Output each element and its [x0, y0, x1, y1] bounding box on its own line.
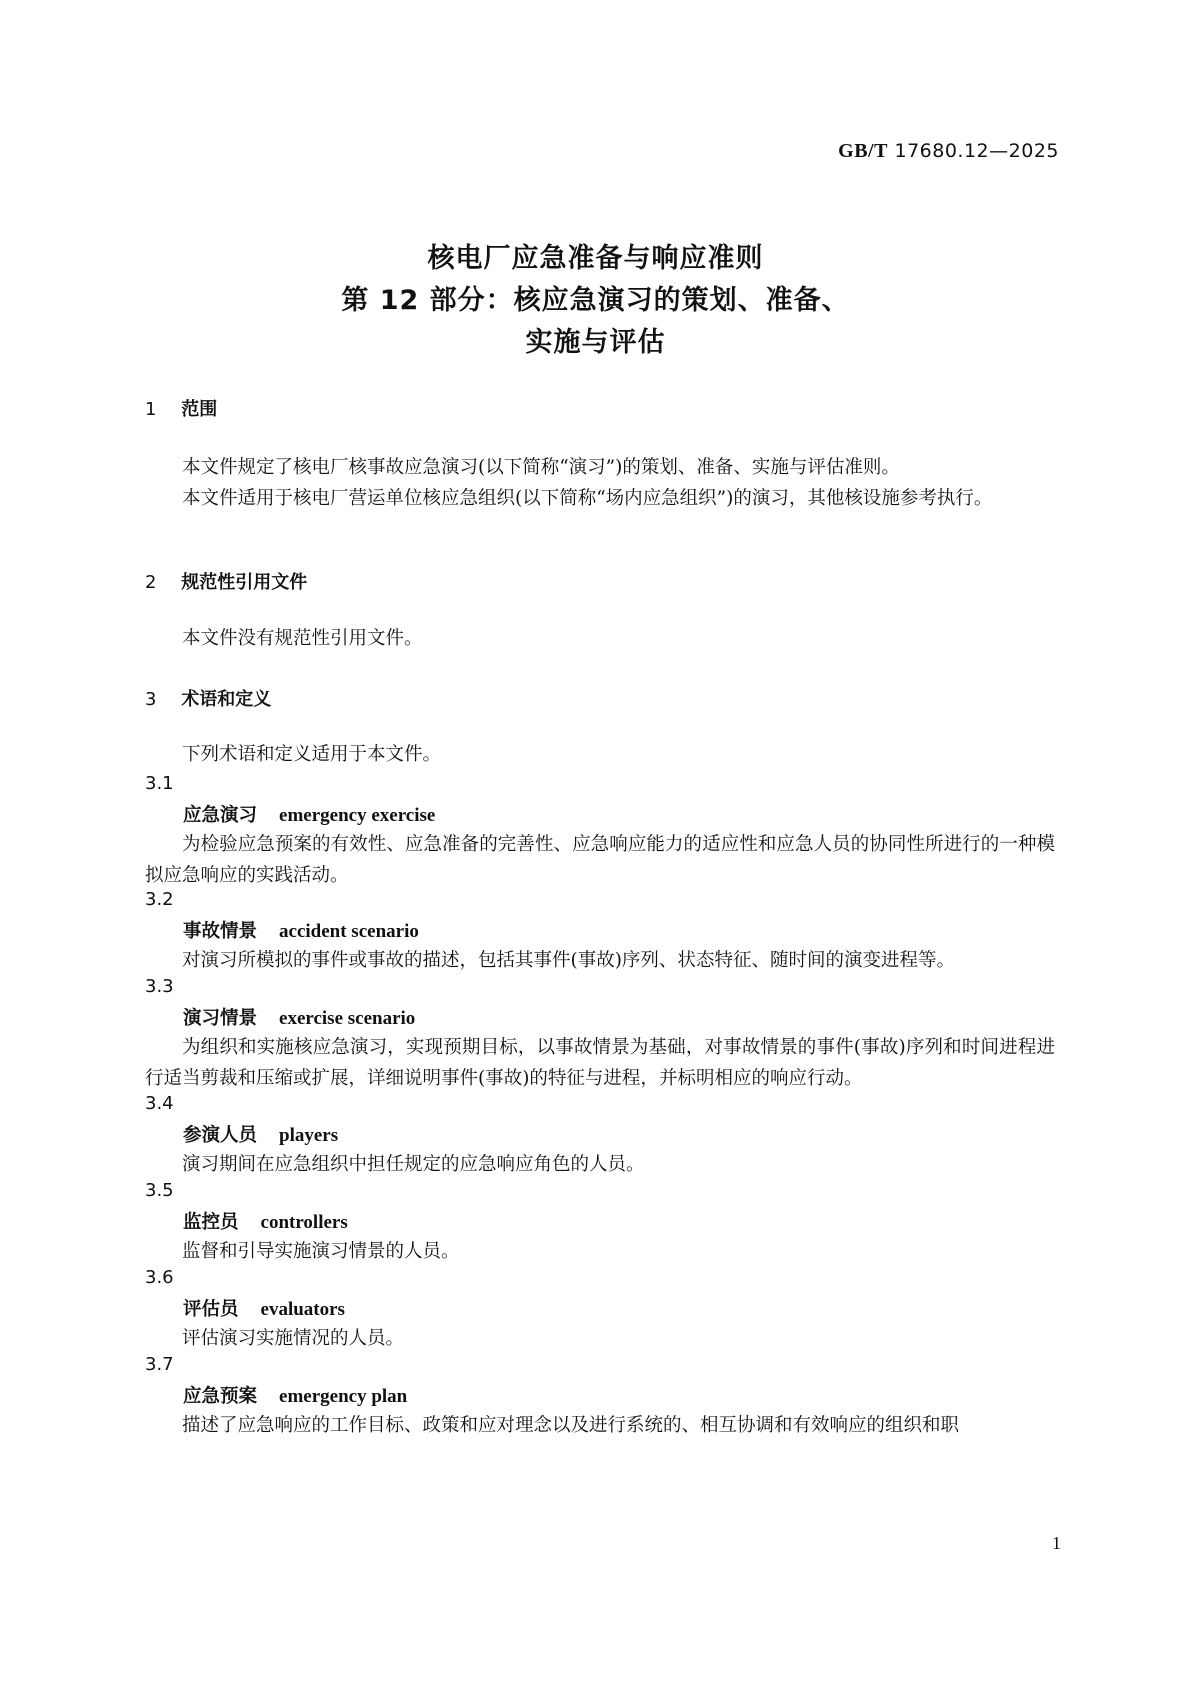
section-3-heading [145, 685, 271, 711]
term-definition [145, 1032, 1055, 1094]
term-zh: 评估员 [183, 1299, 239, 1320]
term-definition [145, 1323, 1055, 1354]
term-zh: 演习情景 [183, 1008, 258, 1029]
title-line-1: 核电厂应急准备与响应准则 [427, 243, 764, 274]
section-number: 3 [145, 689, 157, 710]
term-heading [183, 1382, 407, 1408]
term-definition [145, 1149, 1055, 1180]
section-number: 2 [145, 572, 157, 593]
term-zh: 参演人员 [183, 1125, 258, 1146]
term-en: emergency exercise [279, 805, 436, 826]
term-en: evaluators [260, 1299, 345, 1320]
term-zh: 应急演习 [183, 805, 258, 826]
section-number: 1 [145, 399, 157, 420]
term-number: 3.5 [145, 1180, 174, 1201]
section-title: 范围 [181, 399, 218, 420]
section-2-heading [145, 568, 307, 594]
paragraph: 为组织和实施核应急演习，实现预期目标，以事故情景为基础，对事故情景的事件(事故)序列和时间进程进行适当剪裁和压缩或扩展，详细说明事件(事故)的特征与进程，并标明相应的响应行动。 [145, 1037, 1055, 1089]
paragraph: 本文件规定了核电厂核事故应急演习(以下简称“演习”)的策划、准备、实施与评估准则。 [182, 457, 900, 478]
term-number: 3.3 [145, 976, 174, 997]
paragraph: 描述了应急响应的工作目标、政策和应对理念以及进行系统的、相互协调和有效响应的组织和职 [182, 1415, 960, 1436]
term-heading [183, 1121, 338, 1147]
term-heading [183, 801, 435, 827]
term-number: 3.7 [145, 1354, 174, 1375]
paragraph: 本文件没有规范性引用文件。 [182, 628, 423, 649]
term-heading [183, 917, 419, 943]
paragraph: 评估演习实施情况的人员。 [182, 1328, 405, 1349]
term-zh: 应急预案 [183, 1386, 258, 1407]
term-en: emergency plan [279, 1386, 408, 1407]
paragraph: 演习期间在应急组织中担任规定的应急响应角色的人员。 [182, 1154, 645, 1175]
paragraph: 下列术语和定义适用于本文件。 [182, 744, 442, 765]
section-2-body [145, 623, 1055, 654]
term-en: accident scenario [279, 921, 419, 942]
title-line-3: 实施与评估 [525, 327, 666, 358]
paragraph: 监督和引导实施演习情景的人员。 [182, 1241, 460, 1262]
term-definition [145, 829, 1055, 891]
term-en: players [279, 1125, 339, 1146]
term-number: 3.4 [145, 1093, 174, 1114]
section-1-body [145, 452, 1055, 514]
section-title: 规范性引用文件 [181, 572, 308, 593]
document-title [0, 238, 1191, 364]
term-definition [145, 945, 1055, 976]
term-en: controllers [260, 1212, 348, 1233]
standard-prefix: GB/T [838, 140, 888, 162]
standard-number: 17680.12—2025 [894, 140, 1059, 162]
term-heading [183, 1295, 345, 1321]
term-heading [183, 1004, 415, 1030]
paragraph: 本文件适用于核电厂营运单位核应急组织(以下简称“场内应急组织”)的演习，其他核设施参考执行。 [182, 488, 993, 509]
section-1-heading [145, 395, 217, 421]
term-en: exercise scenario [279, 1008, 416, 1029]
term-heading [183, 1208, 348, 1234]
paragraph: 为检验应急预案的有效性、应急准备的完善性、应急响应能力的适应性和应急人员的协同性所进行的一种模拟应急响应的实践活动。 [145, 834, 1055, 886]
standard-code [838, 140, 1059, 163]
term-zh: 监控员 [183, 1212, 239, 1233]
paragraph: 对演习所模拟的事件或事故的描述，包括其事件(事故)序列、状态特征、随时间的演变进程等。 [182, 950, 955, 971]
term-number: 3.6 [145, 1267, 174, 1288]
section-3-intro [145, 739, 1055, 770]
title-line-2: 第 12 部分：核应急演习的策划、准备、 [341, 285, 850, 316]
term-definition [145, 1236, 1055, 1267]
term-number: 3.2 [145, 889, 174, 910]
term-number: 3.1 [145, 773, 174, 794]
page-number: 1 [1052, 1533, 1061, 1553]
section-title: 术语和定义 [181, 689, 272, 710]
term-zh: 事故情景 [183, 921, 258, 942]
term-definition [145, 1410, 1055, 1441]
